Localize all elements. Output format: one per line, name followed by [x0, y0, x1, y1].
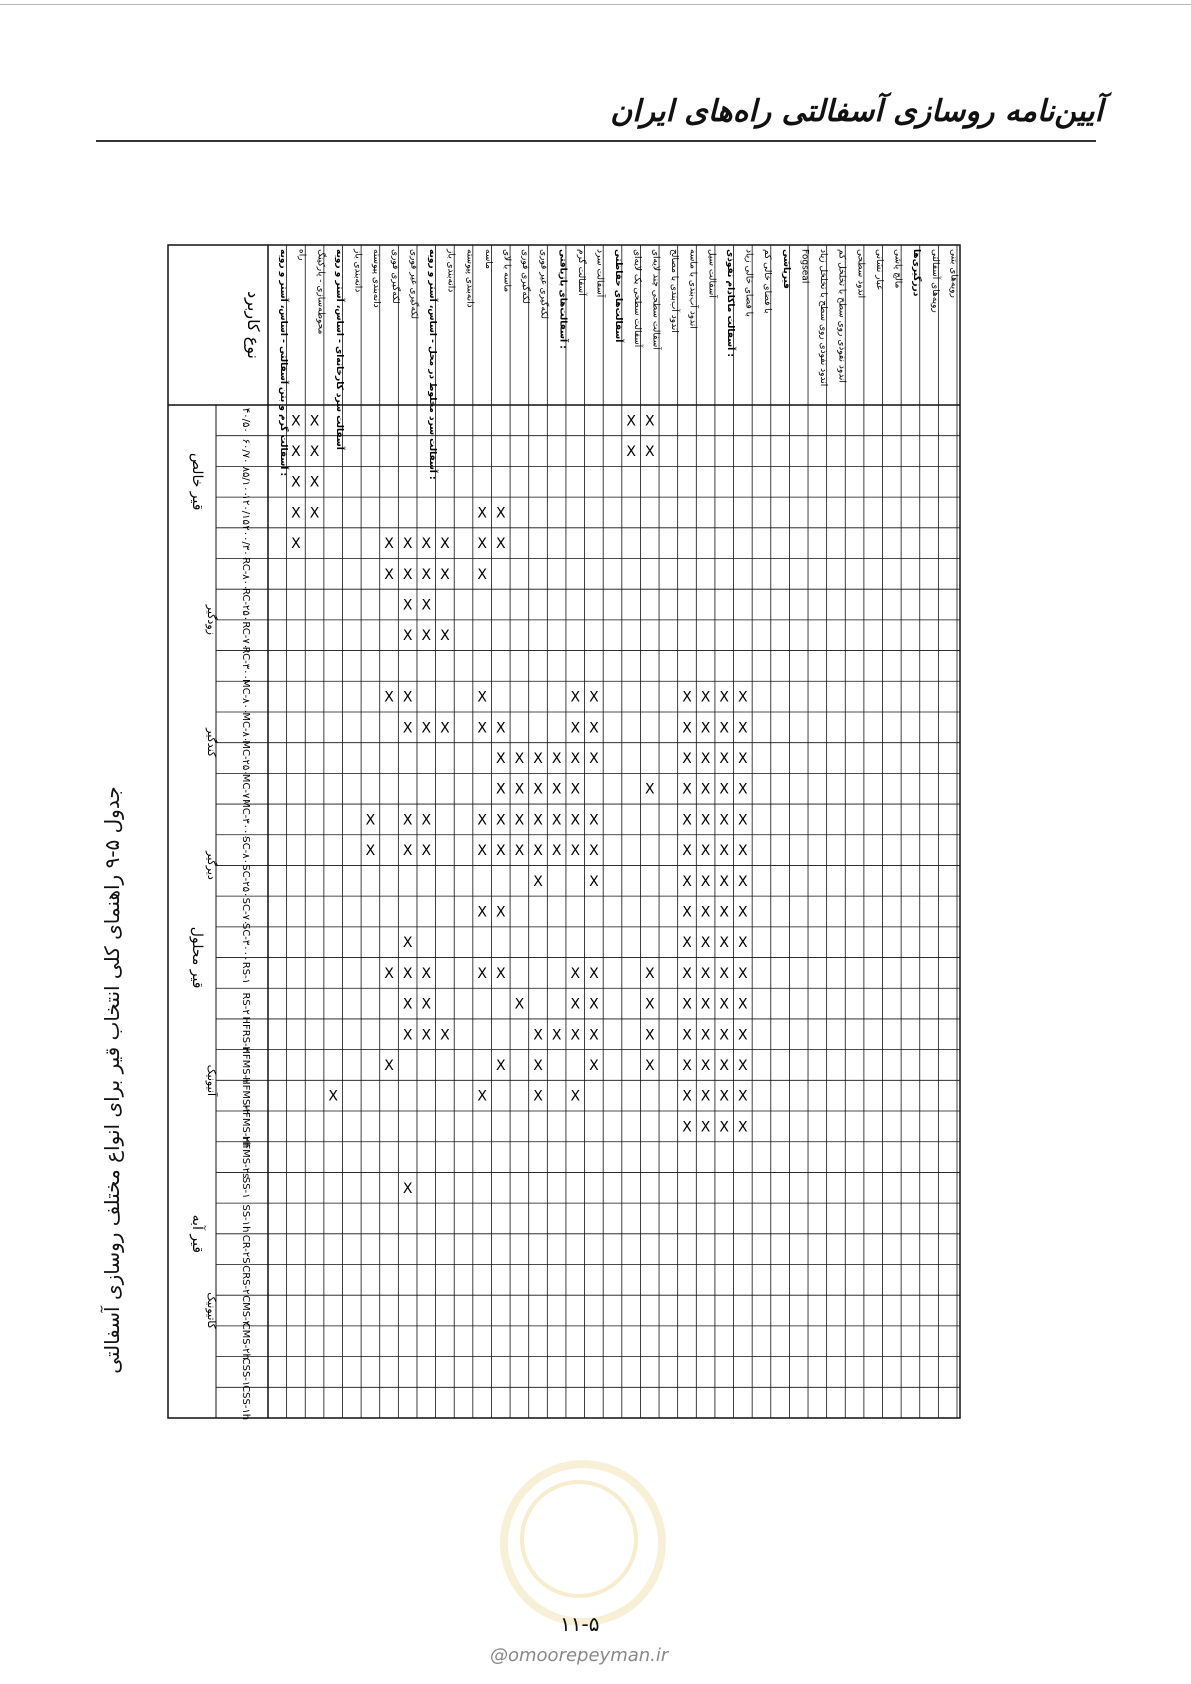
- cell-mark: X: [551, 843, 562, 860]
- cell-mark: X: [421, 843, 432, 860]
- cell-mark: X: [384, 536, 394, 553]
- cell-mark: X: [402, 812, 413, 829]
- cell-mark: X: [570, 1027, 581, 1044]
- cell-mark: X: [719, 1119, 730, 1136]
- cell-mark: X: [477, 505, 487, 522]
- cell-mark: X: [421, 566, 432, 583]
- cell-mark: X: [719, 965, 730, 982]
- cell-mark: X: [570, 812, 581, 829]
- cell-mark: X: [291, 444, 301, 461]
- cell-mark: X: [700, 843, 711, 860]
- row-label: لکه‌گیری فوری: [389, 249, 400, 304]
- row-label: اندود آب‌بندی با مصالح: [669, 249, 680, 333]
- cell-mark: X: [700, 751, 711, 768]
- cell-mark: X: [644, 413, 655, 430]
- col-label: SS-۱h: [240, 1204, 251, 1233]
- cell-mark: X: [700, 720, 711, 737]
- cell-mark: X: [402, 996, 413, 1013]
- cell-mark: X: [440, 628, 450, 645]
- cell-mark: X: [477, 812, 487, 829]
- cell-mark: X: [738, 1057, 748, 1074]
- row-label: آسفالت سطحی یک لایه‌ای: [631, 249, 642, 348]
- cell-mark: X: [719, 935, 730, 952]
- cell-mark: X: [719, 751, 730, 768]
- cell-mark: X: [738, 904, 748, 921]
- cell-mark: X: [644, 781, 655, 798]
- cell-mark: X: [570, 689, 581, 706]
- col-label: HFMS-۲s: [240, 1135, 251, 1179]
- col-label: HFMS-۲h: [240, 1104, 251, 1149]
- row-label: آسفالت گرم: [575, 249, 586, 296]
- row-label: اندود نفوذی روی سطح با تخلخل زیاد: [818, 249, 829, 387]
- col-label: RC-۷۰: [240, 621, 251, 650]
- col-label: ۸۵/۱۰۰: [240, 466, 251, 497]
- cell-mark: X: [700, 996, 711, 1013]
- cell-mark: X: [719, 720, 730, 737]
- row-label: آسفالت‌های حفاظتی: [613, 249, 624, 343]
- row-label: با فضای خالی زیاد: [743, 249, 754, 317]
- cell-mark: X: [291, 474, 301, 491]
- cell-mark: X: [421, 996, 432, 1013]
- row-label: قیرپاشی: [780, 249, 791, 289]
- cell-mark: X: [402, 1180, 413, 1197]
- cell-mark: X: [421, 812, 432, 829]
- cell-mark: X: [365, 812, 376, 829]
- cell-mark: X: [589, 1057, 599, 1074]
- cell-mark: X: [700, 965, 711, 982]
- cell-mark: X: [551, 1027, 562, 1044]
- cell-mark: X: [328, 1088, 338, 1105]
- cell-mark: X: [309, 505, 320, 522]
- cell-mark: X: [682, 781, 692, 798]
- row-label: لکه‌گیری غیر فوری: [408, 249, 419, 320]
- cell-mark: X: [477, 720, 487, 737]
- col-label: HFMS-۱: [240, 1046, 251, 1084]
- col-label: ۶۰/۷۰: [240, 438, 251, 464]
- cell-mark: X: [533, 873, 543, 890]
- cell-mark: X: [700, 1027, 711, 1044]
- row-label: رویه‌های آسفالتی: [929, 249, 940, 313]
- row-label: اندود نفوذی روی سطح با تخلخل کم: [836, 249, 847, 383]
- cell-mark: X: [700, 812, 711, 829]
- cell-mark: X: [495, 751, 506, 768]
- subgroup-label: کاتیونیک: [205, 1292, 218, 1330]
- col-label: SC-۳۰۰۰: [240, 922, 251, 962]
- cell-mark: X: [402, 566, 413, 583]
- cell-mark: X: [533, 812, 543, 829]
- cell-mark: X: [551, 751, 562, 768]
- row-label: مالچ پاشی: [892, 249, 903, 289]
- row-label: آسفالت سرد: [594, 249, 605, 298]
- cell-mark: X: [738, 873, 748, 890]
- cell-mark: X: [570, 751, 581, 768]
- row-label: درزگیری‌ها: [911, 249, 922, 297]
- cell-mark: X: [700, 1057, 711, 1074]
- cell-mark: X: [644, 996, 655, 1013]
- cell-mark: X: [533, 781, 543, 798]
- col-label: ۱۲۰/۱۵۰: [240, 494, 251, 531]
- cell-mark: X: [514, 781, 525, 798]
- cell-mark: X: [291, 505, 301, 522]
- cell-mark: X: [384, 965, 394, 982]
- cell-mark: X: [738, 689, 748, 706]
- cell-mark: X: [495, 781, 506, 798]
- cell-mark: X: [644, 444, 655, 461]
- cell-mark: X: [700, 904, 711, 921]
- cell-mark: X: [533, 1027, 543, 1044]
- cell-mark: X: [682, 720, 692, 737]
- cell-mark: X: [682, 1119, 692, 1136]
- cell-mark: X: [719, 1088, 730, 1105]
- cell-mark: X: [589, 873, 599, 890]
- cell-mark: X: [700, 1088, 711, 1105]
- cell-mark: X: [738, 720, 748, 737]
- cell-mark: X: [570, 996, 581, 1013]
- col-label: HFRS-۲: [240, 1016, 251, 1053]
- cell-mark: X: [682, 996, 692, 1013]
- cell-mark: X: [477, 689, 487, 706]
- col-label: MC-۸۰: [240, 712, 251, 743]
- row-label: آسفالت ماکادام نفوذی :: [724, 249, 735, 357]
- cell-mark: X: [682, 935, 692, 952]
- cell-mark: X: [700, 781, 711, 798]
- cell-mark: X: [291, 413, 301, 430]
- cell-mark: X: [477, 843, 487, 860]
- row-label: آسفالت سرد کارخانه‌ای - اساس، آستر و رویه: [333, 249, 344, 450]
- row-label: Fogseal: [799, 249, 810, 284]
- cell-mark: X: [682, 751, 692, 768]
- row-label: دانه‌بندی باز: [352, 249, 363, 293]
- cell-mark: X: [644, 1027, 655, 1044]
- col-label: ۲۰۰/۳۰۰: [240, 525, 251, 561]
- cell-mark: X: [719, 812, 730, 829]
- cell-mark: X: [682, 904, 692, 921]
- col-label: RC-۸۰۰: [240, 557, 251, 591]
- col-label: SC-۸۰: [240, 836, 251, 864]
- cell-mark: X: [682, 843, 692, 860]
- row-label: دانه‌بندی باز: [445, 249, 456, 293]
- row-label: رویه‌های بتنی: [948, 249, 959, 298]
- cell-mark: X: [738, 1119, 748, 1136]
- subgroup-label: دیرگیر: [205, 851, 218, 880]
- cell-mark: X: [477, 904, 487, 921]
- cell-mark: X: [644, 1057, 655, 1074]
- cell-mark: X: [738, 781, 748, 798]
- cell-mark: X: [495, 536, 506, 553]
- cell-mark: X: [514, 996, 525, 1013]
- cell-mark: X: [514, 812, 525, 829]
- col-label: CRS-۲: [240, 1265, 251, 1295]
- cell-mark: X: [570, 781, 581, 798]
- cell-mark: X: [719, 781, 730, 798]
- cell-mark: X: [402, 628, 413, 645]
- group-label: قیر محلول: [189, 926, 205, 989]
- cell-mark: X: [589, 1027, 599, 1044]
- cell-mark: X: [738, 935, 748, 952]
- cell-mark: X: [700, 873, 711, 890]
- col-label: ۴۰/۵۰: [240, 407, 251, 433]
- col-label: SC-۷۰: [240, 897, 251, 926]
- cell-mark: X: [421, 720, 432, 737]
- col-label: CR-۲S: [240, 1234, 251, 1264]
- cell-mark: X: [402, 935, 413, 952]
- cell-mark: X: [719, 689, 730, 706]
- cell-mark: X: [719, 1057, 730, 1074]
- row-label: آسفالت سرد مخلوط در محل - اساس، آستر و رویه :: [427, 249, 438, 480]
- row-label: ماسه: [482, 249, 493, 269]
- col-label: HFMS-۲: [240, 1077, 251, 1115]
- cell-mark: X: [551, 781, 562, 798]
- cell-mark: X: [495, 965, 506, 982]
- cell-mark: X: [682, 812, 692, 829]
- cell-mark: X: [384, 689, 394, 706]
- site-watermark-text: @omoorepeyman.ir: [490, 1645, 669, 1666]
- row-label: لکه‌گیری غیر فوری: [538, 249, 549, 320]
- col-label: RS-۲: [240, 992, 251, 1015]
- cell-mark: X: [682, 873, 692, 890]
- cell-mark: X: [682, 1057, 692, 1074]
- cell-mark: X: [533, 751, 543, 768]
- cell-mark: X: [384, 1057, 394, 1074]
- col-label: SS-۱: [240, 1176, 251, 1199]
- cell-mark: X: [477, 965, 487, 982]
- cell-mark: X: [719, 1027, 730, 1044]
- row-label: ماسه با لای: [501, 249, 512, 293]
- cell-mark: X: [309, 444, 320, 461]
- cell-mark: X: [440, 720, 450, 737]
- cell-mark: X: [700, 689, 711, 706]
- cell-mark: X: [402, 536, 413, 553]
- cell-mark: X: [682, 689, 692, 706]
- cell-mark: X: [738, 965, 748, 982]
- col-label: RS-۱: [240, 961, 251, 985]
- cell-mark: X: [589, 689, 599, 706]
- cell-mark: X: [644, 965, 655, 982]
- cell-mark: X: [533, 1057, 543, 1074]
- cell-mark: X: [626, 413, 636, 430]
- subgroup-label: کندگیر: [205, 728, 218, 758]
- cell-mark: X: [291, 536, 301, 553]
- cell-mark: X: [719, 904, 730, 921]
- col-label: CMS-۲: [240, 1295, 251, 1327]
- col-label: MC-۳۰۰۰: [240, 799, 251, 840]
- cell-mark: X: [589, 996, 599, 1013]
- cell-mark: X: [551, 812, 562, 829]
- cell-mark: X: [682, 965, 692, 982]
- cell-mark: X: [589, 720, 599, 737]
- cell-mark: X: [700, 1119, 711, 1136]
- cell-mark: X: [589, 751, 599, 768]
- col-label: MC-۸۰۰: [240, 678, 251, 715]
- cell-mark: X: [309, 474, 320, 491]
- row-label: آسفالت سطحی چند لایه‌ای: [650, 249, 661, 350]
- cell-mark: X: [570, 720, 581, 737]
- col-label: RC-۳۰۰۰: [240, 646, 251, 686]
- cell-mark: X: [402, 689, 413, 706]
- row-label: اندود سطحی: [855, 249, 866, 299]
- cell-mark: X: [719, 873, 730, 890]
- cell-mark: X: [440, 1027, 450, 1044]
- col-header-title: نوع کاربرد: [244, 291, 263, 359]
- subgroup-label: زودگیر: [205, 604, 218, 635]
- row-label: آسفالت‌های بازیافتی :: [557, 249, 568, 349]
- cell-mark: X: [421, 965, 432, 982]
- row-label: راه: [296, 249, 307, 261]
- row-label: آسفالت گرم و بتن آسفالتی - اساس، آستر و رویه :: [278, 249, 289, 477]
- row-label: اندود آب‌بندی با ماسه: [687, 249, 698, 329]
- cell-mark: X: [495, 904, 506, 921]
- cell-mark: X: [495, 1057, 506, 1074]
- page-header-title: آیین‌نامه روسازی آسفالتی راه‌های ایران: [610, 94, 1103, 129]
- col-label: RC-۲۵۰: [240, 587, 251, 622]
- cell-mark: X: [514, 751, 525, 768]
- col-label: MC-۲۵۰: [240, 740, 251, 776]
- cell-mark: X: [402, 843, 413, 860]
- cell-mark: X: [719, 843, 730, 860]
- cell-mark: X: [495, 843, 506, 860]
- subgroup-label: آنیونیک: [205, 1064, 218, 1097]
- row-label: محوطه‌سازی - پارکینگ: [315, 249, 326, 335]
- cell-mark: X: [738, 751, 748, 768]
- table-caption: جدول ۵-۹ راهنمای کلی انتخاب قیر برای انواع مختلف روسازی آسفالتی: [100, 786, 124, 1374]
- cell-mark: X: [738, 1088, 748, 1105]
- cell-mark: X: [495, 505, 506, 522]
- cell-mark: X: [421, 1027, 432, 1044]
- cell-mark: X: [384, 566, 394, 583]
- col-label: CMS-۲h: [240, 1322, 251, 1360]
- cell-mark: X: [589, 812, 599, 829]
- group-label: قیر آبه: [189, 1214, 205, 1254]
- cell-mark: X: [421, 536, 432, 553]
- cell-mark: X: [570, 1088, 581, 1105]
- row-label: با فضای خالی کم: [762, 249, 773, 314]
- cell-mark: X: [495, 812, 506, 829]
- row-label: دانه‌بندی پیوسته: [464, 249, 475, 308]
- cell-mark: X: [738, 812, 748, 829]
- cell-mark: X: [626, 444, 636, 461]
- cell-mark: X: [514, 843, 525, 860]
- cell-mark: X: [421, 597, 432, 614]
- cell-mark: X: [738, 843, 748, 860]
- cell-mark: X: [365, 843, 376, 860]
- cell-mark: X: [533, 843, 543, 860]
- cell-mark: X: [738, 1027, 748, 1044]
- cell-mark: X: [402, 1027, 413, 1044]
- cell-mark: X: [533, 1088, 543, 1105]
- row-label: غبار نشانی: [873, 249, 884, 290]
- cell-mark: X: [440, 566, 450, 583]
- cell-mark: X: [589, 843, 599, 860]
- cell-mark: X: [477, 1088, 487, 1105]
- cell-mark: X: [402, 965, 413, 982]
- cell-mark: X: [570, 965, 581, 982]
- cell-mark: X: [719, 996, 730, 1013]
- cell-mark: X: [682, 1088, 692, 1105]
- row-label: آسفالت سیل: [706, 249, 717, 298]
- row-label: لکه‌گیری فوری: [520, 249, 531, 304]
- cell-mark: X: [477, 536, 487, 553]
- cell-mark: X: [440, 536, 450, 553]
- group-label: قیر خالص: [189, 453, 205, 511]
- col-label: MC-۷۰: [240, 773, 251, 804]
- cell-mark: X: [402, 720, 413, 737]
- col-label: CSS-۱h: [240, 1385, 251, 1421]
- cell-mark: X: [700, 935, 711, 952]
- cell-mark: X: [421, 628, 432, 645]
- cell-mark: X: [495, 720, 506, 737]
- row-label: دانه‌بندی پیوسته: [371, 249, 382, 308]
- cell-mark: X: [589, 965, 599, 982]
- cell-mark: X: [402, 597, 413, 614]
- page-number: ۱۱-۵: [560, 1612, 600, 1636]
- col-label: SC-۲۵۰: [240, 864, 251, 898]
- cell-mark: X: [738, 996, 748, 1013]
- col-label: CSS-۱: [240, 1357, 251, 1387]
- cell-mark: X: [570, 843, 581, 860]
- cell-mark: X: [682, 1027, 692, 1044]
- cell-mark: X: [477, 566, 487, 583]
- cell-mark: X: [309, 413, 320, 430]
